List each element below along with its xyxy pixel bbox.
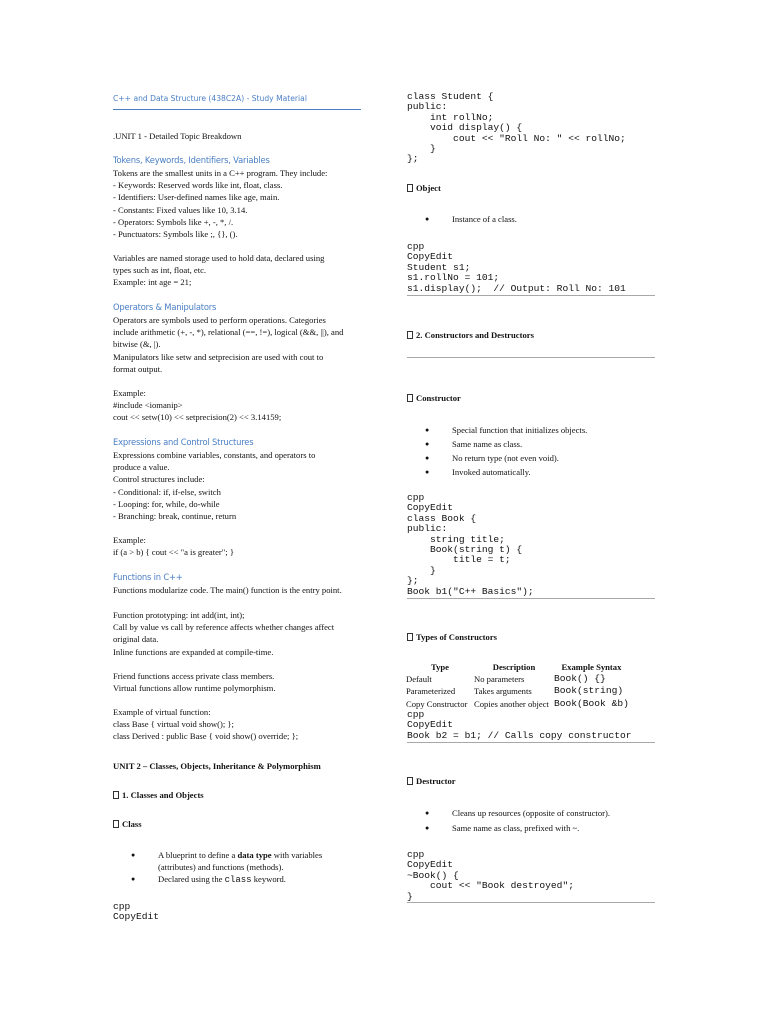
missing-glyph-icon <box>407 184 413 192</box>
text-line: Operators are symbols used to perform operations. Categories <box>113 315 326 325</box>
text-line: Function prototyping: int add(int, int); <box>113 610 245 620</box>
table-cell: No parameters <box>474 674 525 685</box>
text-line: Example of virtual function: <box>113 707 211 717</box>
section-rule <box>407 357 655 358</box>
functions-text <box>113 609 334 658</box>
table-header-row <box>406 661 629 673</box>
text-line: format output. <box>113 363 163 374</box>
text-line: cout << setw(10) << setprecision(2) << 3.14159; <box>113 412 282 423</box>
missing-glyph-icon <box>407 633 413 641</box>
types-heading <box>407 631 497 643</box>
text-line: Tokens are the smallest units in a C++ program. They include: <box>113 168 328 178</box>
text-part: with variables <box>271 850 323 860</box>
table-header: Description <box>492 662 536 672</box>
object-heading <box>407 182 441 194</box>
list-item: ● Instance of a class. <box>425 213 517 225</box>
missing-glyph-icon <box>113 820 119 828</box>
table-header: Type <box>431 662 449 672</box>
heading-text: Class <box>122 819 142 829</box>
destructor-heading <box>407 775 456 787</box>
missing-glyph-icon <box>113 791 119 799</box>
code-line: ~Book() { <box>407 869 459 881</box>
table-header: Example Syntax <box>561 662 622 672</box>
code-line: cpp <box>407 492 425 503</box>
text-line: - Branching: break, continue, return <box>113 511 237 522</box>
text-line: - Constants: Fixed values like 10, 3.14. <box>113 204 248 215</box>
code-line: } <box>407 890 413 902</box>
list-item: ● Same name as class. <box>425 437 587 451</box>
virtual-example <box>113 706 298 743</box>
code-line: CopyEdit <box>113 911 160 923</box>
table-cell: Takes arguments <box>474 686 532 697</box>
code-line: public: <box>407 523 448 535</box>
header-rule <box>113 109 361 110</box>
code-line: }; <box>407 153 419 165</box>
code-line: }; <box>407 575 419 587</box>
text-line: - Keywords: Reserved words like int, float, class. <box>113 180 283 191</box>
table-cell: Copy Constructor <box>406 698 468 709</box>
table-cell: Parameterized <box>406 686 456 697</box>
table-cell: Book(Book &b) <box>554 697 629 709</box>
code-rule <box>407 598 655 599</box>
text-line: Example: int age = 21; <box>113 277 192 288</box>
code-block-destructor <box>407 850 574 902</box>
table-cell: Book(string) <box>554 685 624 697</box>
text-line: Variables are named storage used to hold data, declared using <box>113 253 325 263</box>
text-line: produce a value. <box>113 462 170 473</box>
list-item <box>131 873 322 886</box>
heading-text: 1. Classes and Objects <box>122 790 204 800</box>
functions-heading: Functions in C++ <box>113 572 183 582</box>
text-line: Control structures include: <box>113 474 205 485</box>
inline-code: class <box>224 875 252 886</box>
constructor-types-table <box>406 661 629 710</box>
table-cell: Copies another object <box>474 698 549 709</box>
code-line: } <box>407 564 436 576</box>
functions-intro: Functions modularize code. The main() function is the entry point. <box>113 585 342 595</box>
tokens-text <box>113 167 327 240</box>
list-item: ● Special function that initializes objects. <box>425 423 587 437</box>
text-line: Manipulators like setw and setprecision are used with cout to <box>113 351 324 362</box>
heading-text: 2. Constructors and Destructors <box>416 330 534 340</box>
heading-text: Object <box>416 183 441 193</box>
text-line: Virtual functions allow runtime polymorphism. <box>113 683 276 694</box>
unit1-title: .UNIT 1 - Detailed Topic Breakdown <box>113 131 242 141</box>
text-line: - Punctuators: Symbols like ;, {}, (). <box>113 229 238 240</box>
text-line: class Base { virtual void show(); }; <box>113 719 234 730</box>
unit2-title: UNIT 2 – Classes, Objects, Inheritance & Polymorphism <box>113 761 321 771</box>
code-rule <box>407 902 655 903</box>
code-line: cpp <box>407 241 425 252</box>
code-line: CopyEdit <box>407 859 454 871</box>
code-line: s1.display(); // Output: Roll No: 101 <box>407 282 626 294</box>
code-block-object <box>407 242 626 294</box>
expressions-text <box>113 449 315 522</box>
table-cell: Book() {} <box>554 673 606 685</box>
bold-term: data type <box>237 850 272 860</box>
code-line: Book b2 = b1; // Calls copy constructor <box>407 729 632 741</box>
code-line: cpp <box>407 849 425 860</box>
code-line: CopyEdit <box>407 719 454 731</box>
class-heading <box>113 818 142 830</box>
destructor-bullets <box>425 806 610 836</box>
text-line: Expressions combine variables, constants, and operators to <box>113 450 316 460</box>
constructor-bullets <box>425 423 587 479</box>
friend-virtual-text <box>113 670 276 694</box>
class-bullets <box>131 849 322 886</box>
expressions-example <box>113 534 234 558</box>
object-bullets <box>425 213 517 225</box>
classes-objects-heading <box>113 789 204 801</box>
missing-glyph-icon <box>407 777 413 785</box>
code-line: title = t; <box>407 554 511 566</box>
text-part: A blueprint to define a <box>158 850 238 860</box>
text-line: - Looping: for, while, do-while <box>113 498 220 509</box>
code-line: cout << "Book destroyed"; <box>407 880 574 892</box>
code-rule <box>407 295 655 296</box>
code-rule <box>407 742 655 743</box>
text-line: - Conditional: if, if-else, switch <box>113 486 221 497</box>
text-line: Example: <box>113 388 146 398</box>
variables-text <box>113 252 324 289</box>
code-block-student <box>407 92 626 165</box>
text-line: Inline functions are expanded at compile-time. <box>113 646 274 657</box>
text-line: #include <iomanip> <box>113 400 183 411</box>
tokens-heading: Tokens, Keywords, Identifiers, Variables <box>113 155 270 165</box>
table-cell: Default <box>406 674 432 685</box>
text-line: - Identifiers: User-defined names like age, main. <box>113 192 280 203</box>
table-row <box>406 698 629 710</box>
text-line: Friend functions access private class members. <box>113 671 275 681</box>
list-item <box>131 849 322 873</box>
code-line: cpp <box>113 901 131 912</box>
table-row <box>406 673 629 685</box>
missing-glyph-icon <box>407 331 413 339</box>
doc-header-title: C++ and Data Structure (438C2A) - Study Material <box>113 94 307 103</box>
operators-heading: Operators & Manipulators <box>113 302 217 312</box>
code-block-copy <box>407 710 632 741</box>
text-part: (attributes) and functions (methods). <box>158 862 284 873</box>
text-line: Call by value vs call by reference affects whether changes affect <box>113 622 335 633</box>
text-line: if (a > b) { cout << "a is greater"; } <box>113 547 234 558</box>
code-line: void display() { <box>407 122 523 134</box>
list-item: ● Invoked automatically. <box>425 465 587 479</box>
list-item: ● Cleans up resources (opposite of constructor). <box>425 806 610 821</box>
code-line: } <box>407 143 436 155</box>
text-line: class Derived : public Base { void show() override; }; <box>113 731 299 742</box>
code-line: public: <box>407 101 448 113</box>
table-row <box>406 685 629 697</box>
list-item: ● No return type (not even void). <box>425 451 587 465</box>
code-line: s1.rollNo = 101; <box>407 272 500 284</box>
code-line: class Student { <box>407 91 494 102</box>
constructor-heading <box>407 392 461 404</box>
list-item: ● Same name as class, prefixed with ~. <box>425 821 610 836</box>
code-line: int rollNo; <box>407 111 494 123</box>
heading-text: Types of Constructors <box>416 632 497 642</box>
text-line: bitwise (&, |). <box>113 339 161 350</box>
code-block-class-start <box>113 902 159 923</box>
code-line: Book b1("C++ Basics"); <box>407 585 534 597</box>
code-block-book <box>407 493 534 597</box>
operators-text <box>113 314 343 375</box>
code-line: cout << "Roll No: " << rollNo; <box>407 132 626 144</box>
text-line: - Operators: Symbols like +, -, *, /. <box>113 216 234 227</box>
heading-text: Destructor <box>416 776 456 786</box>
code-line: CopyEdit <box>407 502 454 514</box>
code-line: string title; <box>407 533 505 545</box>
text-line: Example: <box>113 535 146 545</box>
code-line: cpp <box>407 709 425 720</box>
code-line: Book(string t) { <box>407 544 523 556</box>
text-line: include arithmetic (+, -, *), relational (==, !=), logical (&&, ||), and <box>113 327 344 338</box>
code-line: CopyEdit <box>407 251 454 263</box>
text-part: keyword. <box>251 874 286 885</box>
code-line: class Book { <box>407 512 477 524</box>
heading-text: Constructor <box>416 393 461 403</box>
ctor-dtor-heading <box>407 329 534 341</box>
expressions-heading: Expressions and Control Structures <box>113 437 254 447</box>
code-line: Student s1; <box>407 261 471 273</box>
operators-example <box>113 387 281 424</box>
text-part: Declared using the <box>158 874 225 885</box>
text-line: original data. <box>113 634 159 645</box>
missing-glyph-icon <box>407 394 413 402</box>
text-line: types such as int, float, etc. <box>113 265 207 276</box>
